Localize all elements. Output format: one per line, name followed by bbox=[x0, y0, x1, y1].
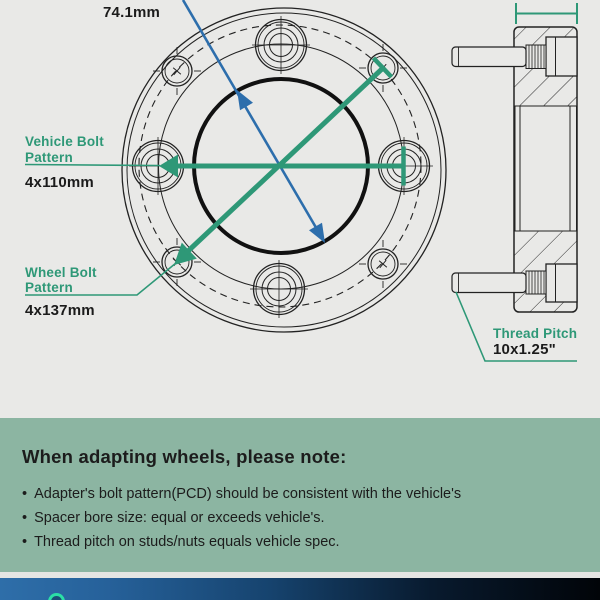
thread-pitch-title: Thread Pitch bbox=[493, 326, 578, 341]
wheel-bolt-pattern-title-line1: Wheel Bolt bbox=[25, 265, 97, 280]
wheel-bolt-pattern-title-line2: Pattern bbox=[25, 280, 73, 295]
hub-bore-label: 74.1mm bbox=[103, 4, 161, 21]
wheel-bolt-pattern-value: 4x137mm bbox=[25, 302, 95, 319]
thread-pitch-value: 10x1.25" bbox=[493, 341, 556, 358]
note-panel bbox=[0, 418, 600, 572]
note-bullet-pcd bbox=[22, 482, 578, 506]
bullet-glyph: • bbox=[22, 510, 28, 526]
brand-logo-icon bbox=[48, 593, 65, 600]
note-list bbox=[22, 482, 578, 554]
brand-bar bbox=[0, 578, 600, 600]
note-bullet-bore bbox=[22, 506, 578, 530]
vehicle-bolt-pattern-title-line1: Vehicle Bolt bbox=[25, 134, 104, 149]
bullet-glyph: • bbox=[22, 534, 28, 550]
note-bullet-text: Thread pitch on studs/nuts equals vehicle spec. bbox=[34, 534, 340, 550]
note-bullet-thread bbox=[22, 530, 578, 554]
thickness-dimension bbox=[516, 3, 577, 24]
note-bullet-text: Spacer bore size: equal or exceeds vehicle's. bbox=[34, 510, 325, 526]
bullet-glyph: • bbox=[22, 486, 28, 502]
note-bullet-text: Adapter's bolt pattern(PCD) should be consistent with the vehicle's bbox=[34, 486, 462, 502]
spacer-side-view bbox=[452, 3, 577, 361]
note-title: When adapting wheels, please note: bbox=[22, 446, 347, 467]
bore-cavity bbox=[515, 106, 577, 231]
vehicle-bolt-pattern-title-line2: Pattern bbox=[25, 150, 73, 165]
vehicle-bolt-pattern-value: 4x110mm bbox=[25, 174, 94, 191]
